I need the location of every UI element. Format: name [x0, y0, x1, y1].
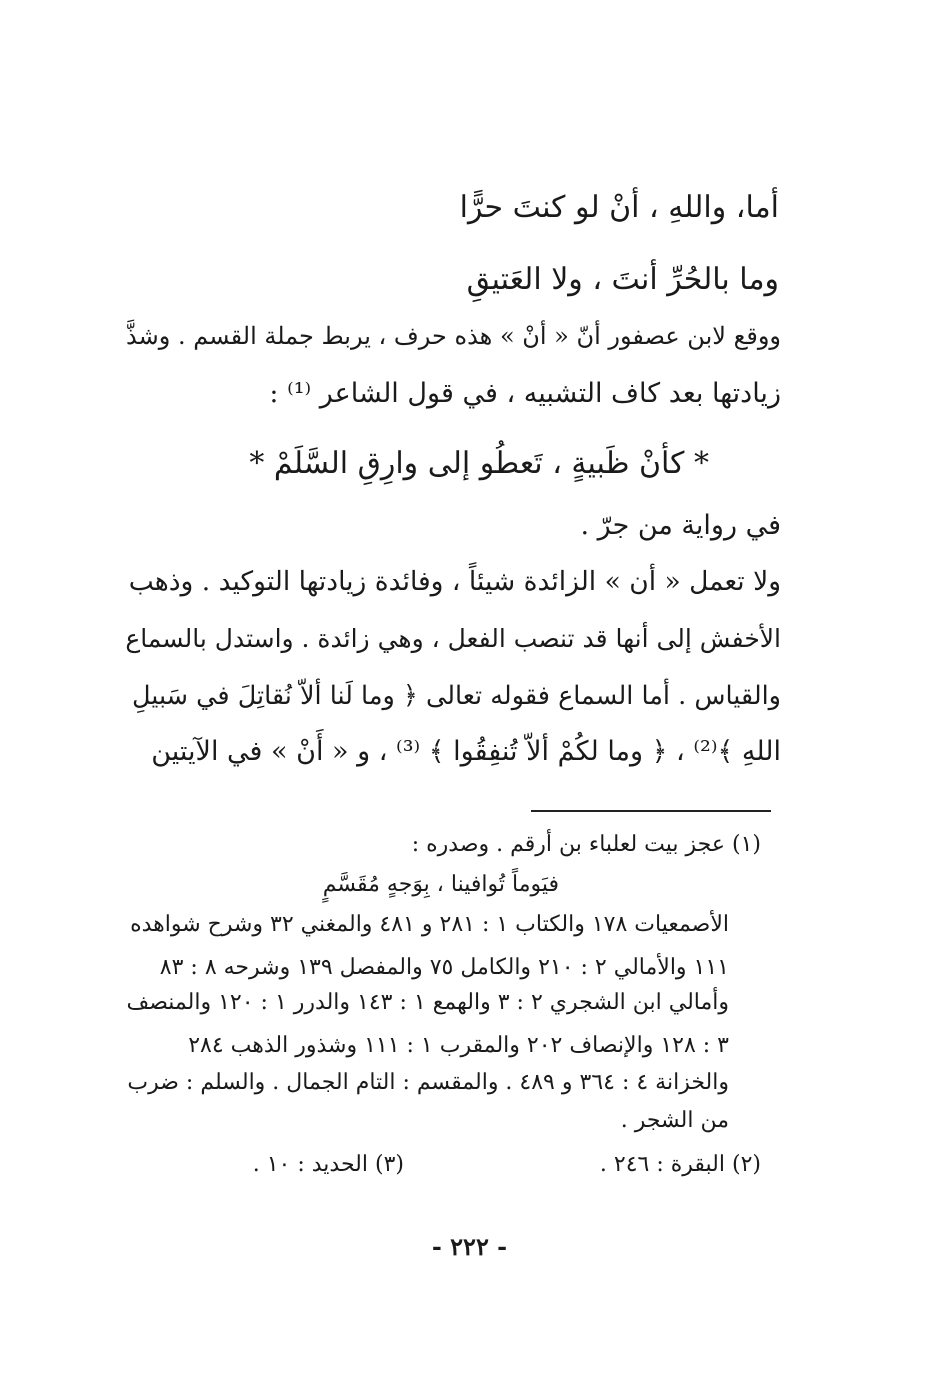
paragraph-1-line-2: زيادتها بعد كاف التشبيه ، في قول الشاعر ⁽¹⁾ : — [269, 378, 781, 409]
paragraph-1-line-1: ووقع لابن عصفور أنّ « أنْ » هذه حرف ، يربط جملة القسم . وشذَّ — [126, 322, 781, 350]
footnote-1-line-4: وأمالي ابن الشجري ٢ : ٣ والهمع ١ : ١٤٣ والدرر ١ : ١٢٠ والمنصف — [126, 990, 729, 1015]
footnote-1-line-2: الأصمعيات ١٧٨ والكتاب ١ : ٢٨١ و ٤٨١ والمغني ٣٢ وشرح شواهده — [130, 912, 729, 937]
footnote-separator — [531, 810, 771, 812]
paragraph-2-line-1: ولا تعمل « أن » الزائدة شيئاً ، وفائدة زيادتها التوكيد . وذهب — [128, 566, 781, 597]
footnote-1-line-3: ١١١ والأمالي ٢ : ٢١٠ والكامل ٧٥ والمفصل ١٣٩ وشرحه ٨ : ٨٣ — [159, 955, 729, 980]
paragraph-2-line-4: اللهِ ﴾⁽²⁾ ، ﴿ وما لكُمْ ألاّ تُنفِقُوا ﴾ ⁽³⁾ ، و « أَنْ » في الآيتين — [151, 736, 781, 767]
verse-line-2: وما بالحُرِّ أنتَ ، ولا العَتيقِ — [466, 262, 779, 297]
paragraph-2-line-3: والقياس . أما السماع فقوله تعالى ﴿ وما لَنا ألاّ نُقاتِلَ في سَبيلِ — [131, 681, 781, 711]
verse-line-1: أما، واللهِ ، أنْ لو كنتَ حرًّا — [459, 190, 779, 225]
footnote-1-line-5: ٣ : ١٢٨ والإنصاف ٢٠٢ والمقرب ١ : ١١١ وشذور الذهب ٢٨٤ — [188, 1033, 729, 1058]
footnote-1-line-7: من الشجر . — [620, 1108, 729, 1133]
paragraph-2-line-2: الأخفش إلى أنها قد تنصب الفعل ، وهي زائدة . واستدل بالسماع — [125, 624, 781, 653]
page-number: - ٢٢٢ - — [431, 1232, 508, 1261]
footnote-3: (٣) الحديد : ١٠ . — [252, 1152, 404, 1177]
footnote-1-line-6: والخزانة ٤ : ٣٦٤ و ٤٨٩ . والمقسم : التام الجمال . والسلم : ضرب — [127, 1070, 729, 1095]
footnote-1-line-1: (١) عجز بيت لعلباء بن أرقم . وصدره : — [411, 832, 761, 857]
footnote-2: (٢) البقرة : ٢٤٦ . — [599, 1152, 761, 1177]
quoted-verse: * كأنْ ظَبيةٍ ، تَعطُو إلى وارِقِ السَّلَمْ * — [249, 446, 709, 481]
paragraph-1-line-3: في رواية من جرّ . — [580, 510, 781, 541]
footnote-1-verse: فيَوماً تُوافينا ، بِوَجهٍ مُقَسَّمٍ — [322, 872, 559, 897]
